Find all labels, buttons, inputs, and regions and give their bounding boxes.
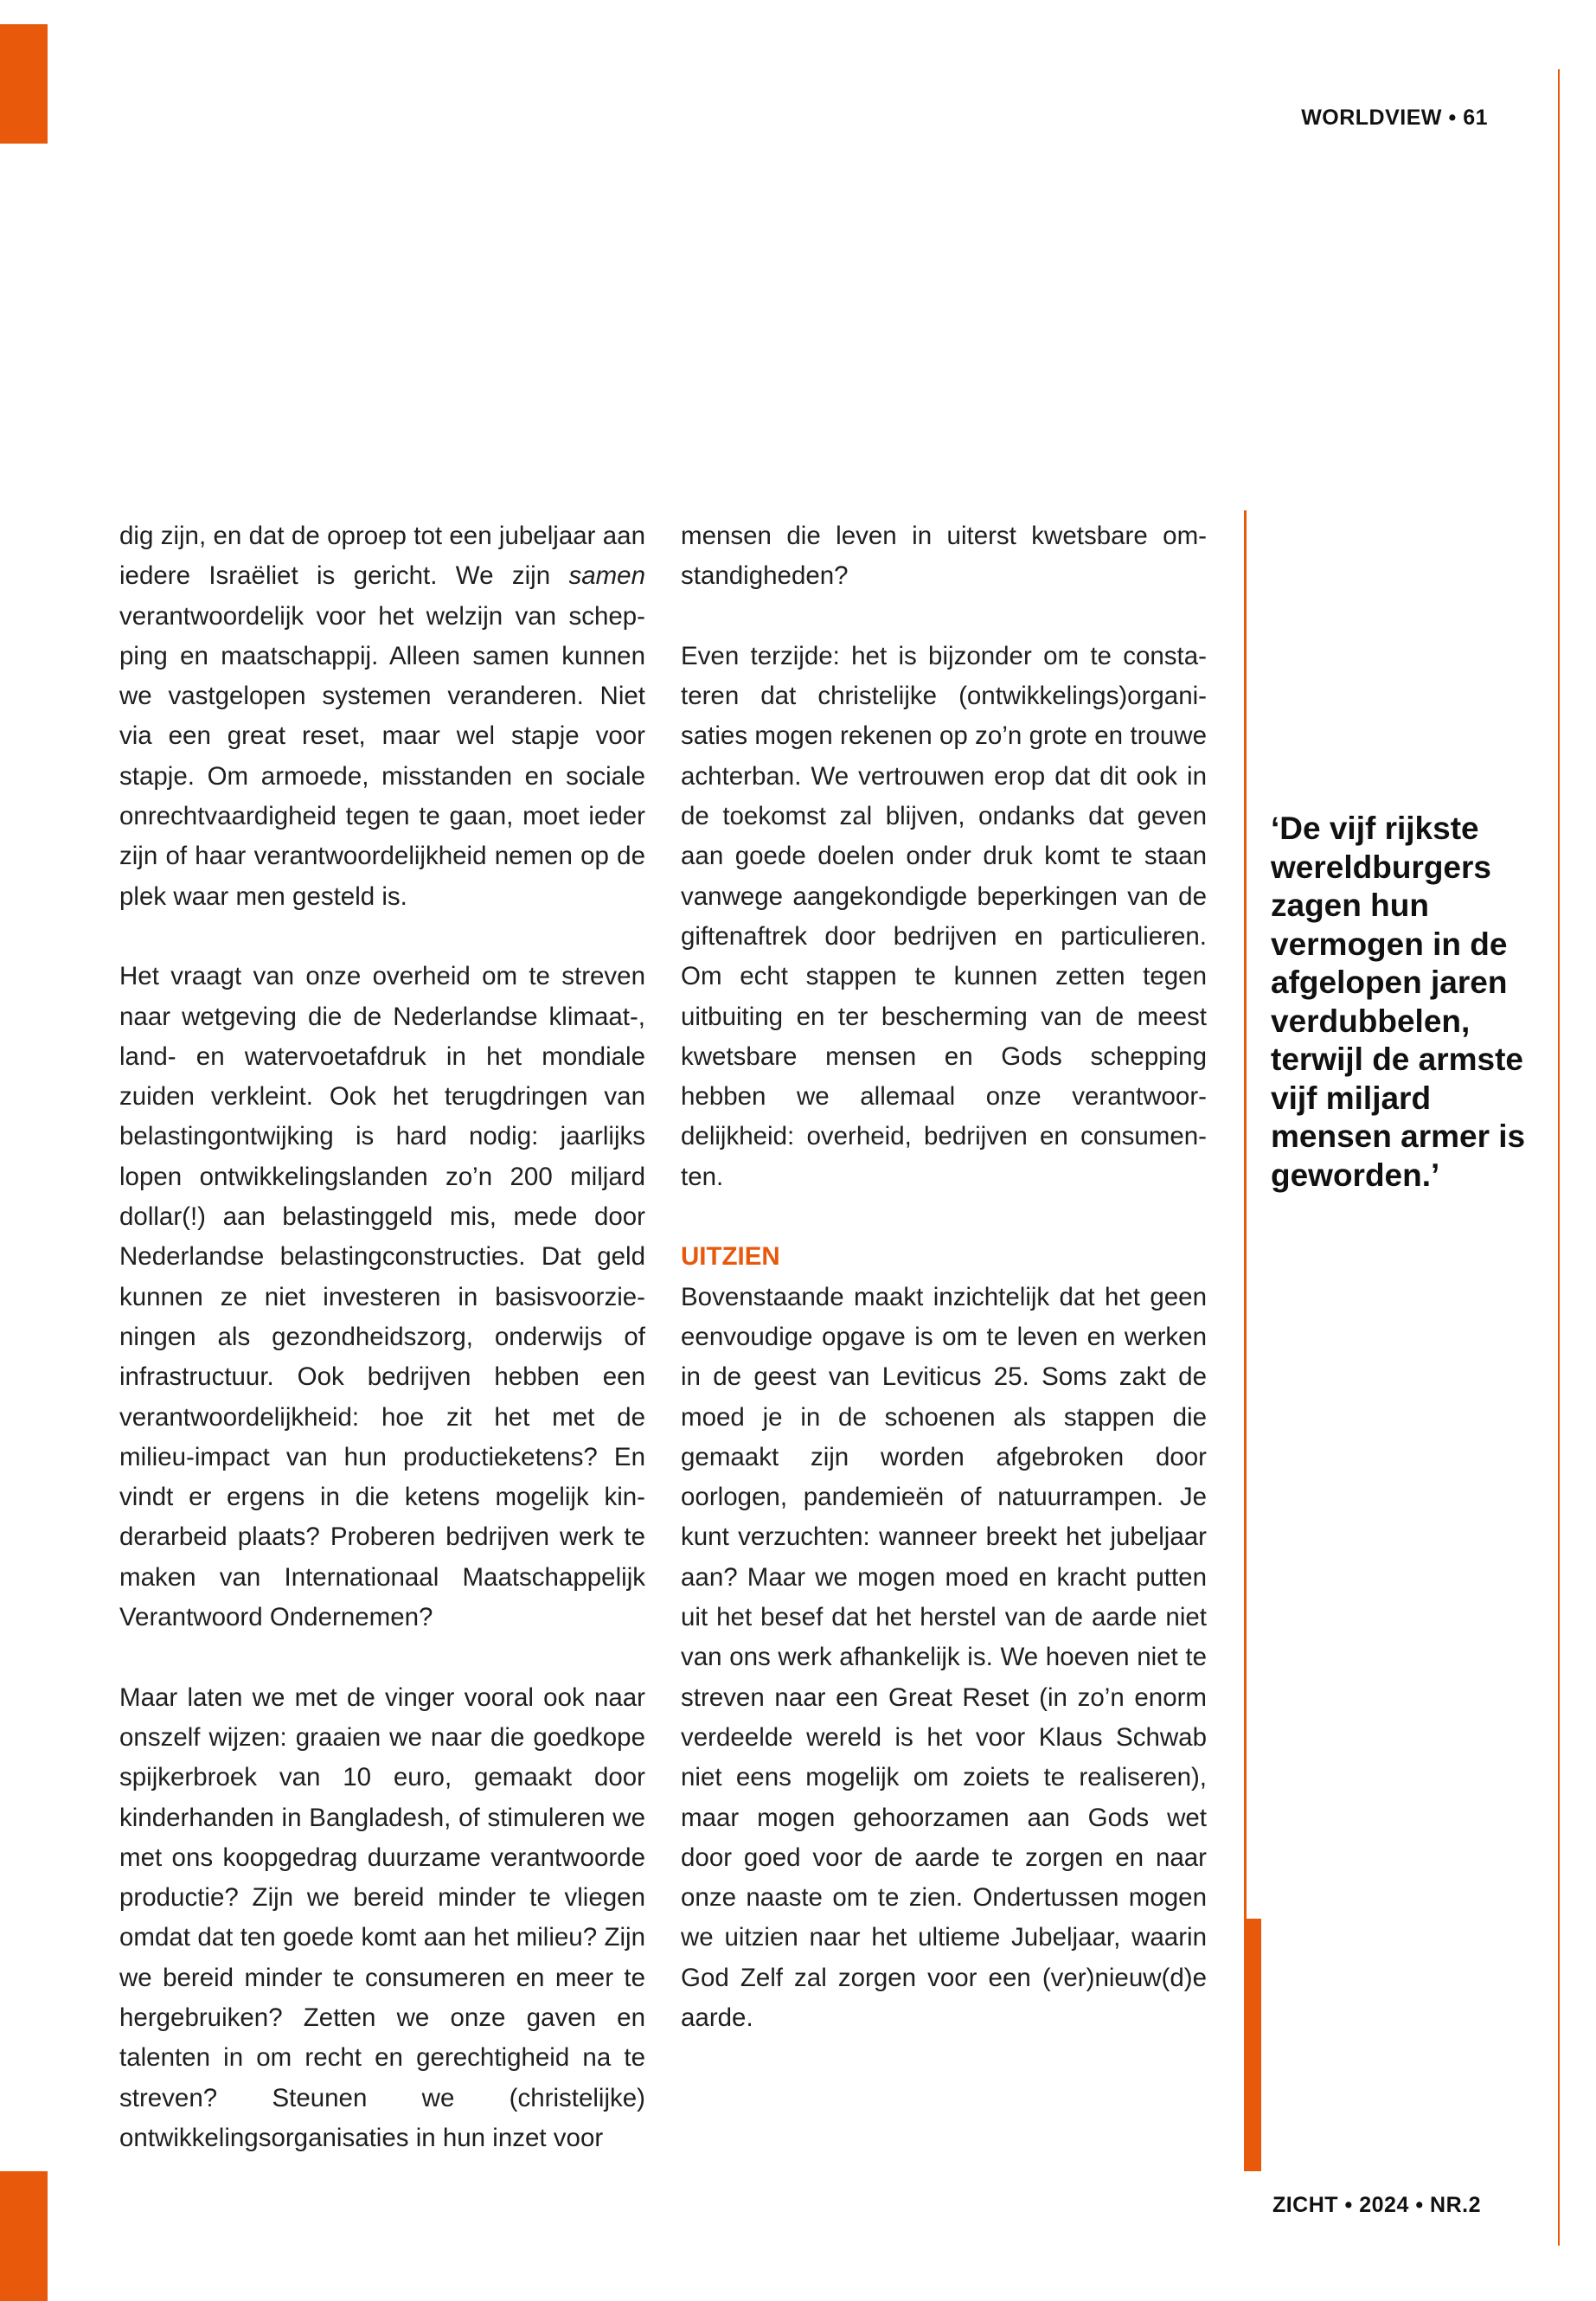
page-number: 61 xyxy=(1463,106,1488,130)
paragraph: Maar laten we met de vinger vooral ook naar onszelf wijzen: graaien we naar die goedkope spijkerbroek van 10 euro, gemaakt door kinderhanden in Bangladesh, of stimuleren we met ons koopgedrag duurzame verantwoorde productie? Zijn we bereid minder te vliegen omdat dat ten goede komt aan het milieu? Zijn we bereid minder te consumeren en meer te hergebruiken? Zetten we onze gaven en talenten in om recht en gerechtigheid na te streven? Steunen we (christelijke) ontwikkelingsorganisaties in hun inzet voor xyxy=(119,1682,645,2152)
section-heading: UITZIEN xyxy=(681,1242,780,1272)
header-separator: • xyxy=(1448,106,1457,130)
accent-bar-bottom xyxy=(0,2171,48,2301)
footer-separator: • xyxy=(1415,2193,1424,2217)
running-footer xyxy=(1272,2193,1481,2218)
paragraph: Even terzijde: het is bijzonder om te constateren dat christelijke (ontwikkelings)organisaties mogen rekenen op zo’n grote en trouwe achterban. We vertrouwen erop dat dit ook in de toekomst zal blijven, ondanks dat geven aan goede doelen onder druk komt te staan vanwege aangekondigde beperkingen van de giftenaftrek door bedrijven en particulieren. Om echt stappen te kunnen zetten tegen uitbuiting en ter bescherming van de meest kwetsbare mensen en Gods schepping hebben we allemaal onze verantwoordelijkheid: overheid, bedrijven en consumenten. xyxy=(681,641,1207,1191)
article-column-1 xyxy=(119,516,645,2158)
paragraph: Bovenstaande maakt inzichtelijk dat het geen eenvoudige opgave is om te leven en werken in de geest van Leviticus 25. Soms zakt de moed je in de schoenen als stappen die gemaakt zijn worden afgebroken door oorlogen, pandemieën of natuurrampen. Je kunt verzuchten: wanneer breekt het jubeljaar aan? Maar we mogen moed en kracht putten uit het besef dat het herstel van de aarde niet van ons werk afhankelijk is. We hoeven niet te streven naar een Great Reset (in zo’n enorm verdeelde wereld is het voor Klaus Schwab niet eens mogelijk om zoiets te realiseren), maar mogen gehoorzamen aan Gods wet door goed voor de aarde te zorgen en naar onze naaste om te zien. Ondertussen mogen we uitzien naar het ultieme Jubeljaar, waarin God Zelf zal zorgen voor een (ver)nieuw(d)e aarde. xyxy=(681,1282,1207,2032)
accent-bar-top xyxy=(0,24,48,144)
article-column-2 xyxy=(681,516,1207,2038)
emphasis: samen xyxy=(568,561,645,591)
paragraph: Het vraagt van onze overheid om te streven naar wetgeving die de Nederlandse klimaat-, land- en watervoetafdruk in het mondiale zuiden verkleint. Ook het terugdringen van belastingontwijking is hard nodig: jaarlijks lopen ontwikkelingslanden zo’n 200 miljard dollar(!) aan belastinggeld mis, mede door Nederlandse belastingconstructies. Dat geld kunnen ze niet investeren in basisvoorzieningen als gezondheidszorg, onderwijs of infrastructuur. Ook bedrijven hebben een verantwoordelijkheid: hoe zit het met de milieu-impact van hun productieketens? En vindt er ergens in die ketens mogelijk kinderarbeid plaats? Proberen bedrijven werk te maken van Internationaal Maatschappelijk Verantwoord Ondernemen? xyxy=(119,962,645,1632)
page-edge-rule xyxy=(1558,69,1560,2246)
running-header xyxy=(1301,106,1488,131)
paragraph: mensen die leven in uiterst kwetsbare omstandigheden? xyxy=(681,522,1207,591)
footer-separator: • xyxy=(1344,2193,1353,2217)
issue-number: NR.2 xyxy=(1430,2193,1481,2217)
magazine-name: ZICHT xyxy=(1272,2193,1339,2217)
pull-quote: ‘De vijf rijkste wereldburgers zagen hun vermogen in de afgelopen jaren verdubbelen, terwijl de armste vijf miljard mensen armer is geworden.’ xyxy=(1271,811,1526,1193)
paragraph: dig zijn, en dat de oproep tot een jubeljaar aan iedere Israëliet is gericht. We zijn samen verantwoordelijk voor het welzijn van schepping en maatschappij. Alleen samen kunnen we vastgelopen systemen veranderen. Niet via een great reset, maar wel stapje voor stapje. Om armoede, misstanden en sociale onrechtvaardigheid tegen te gaan, moet ieder zijn of haar verantwoordelijkheid nemen op de plek waar men gesteld is. xyxy=(119,522,645,911)
pull-quote-rule-accent xyxy=(1244,1919,1261,2171)
issue-year: 2024 xyxy=(1359,2193,1409,2217)
section-label: WORLDVIEW xyxy=(1301,106,1443,130)
